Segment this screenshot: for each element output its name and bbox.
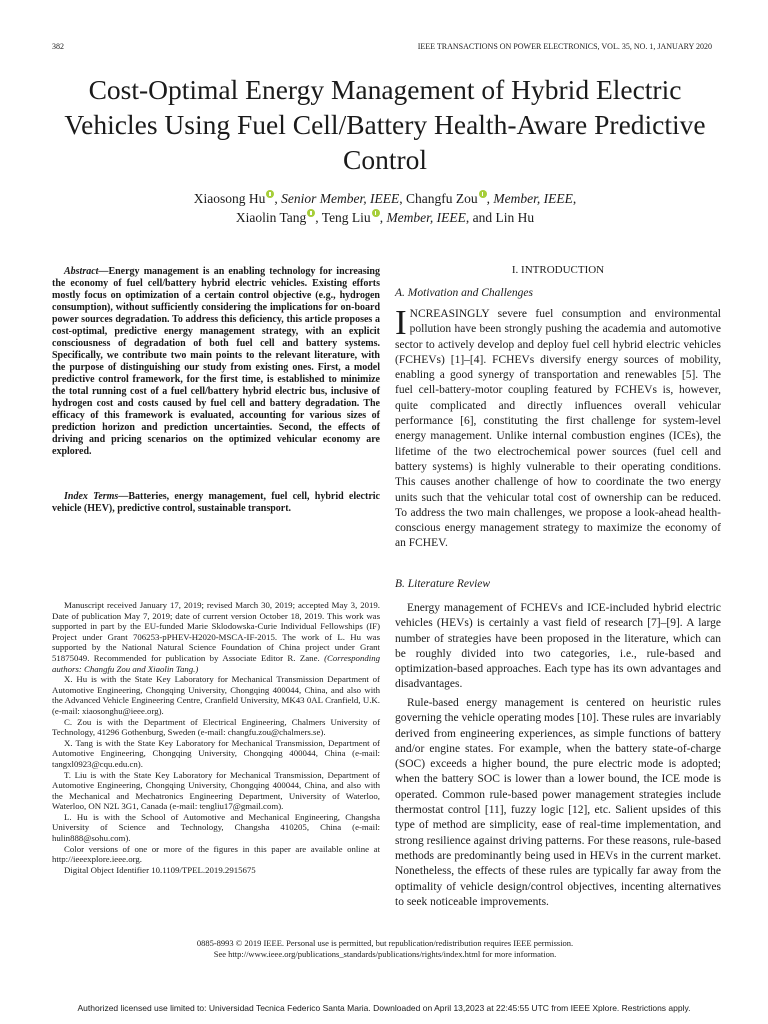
footnote-author-zou: C. Zou is with the Department of Electrical Engineering, Chalmers University of Technology, 41296 Gothenburg, Sweden (e-mail: changfu.zou@chalmers.se). (52, 716, 380, 738)
index-terms (52, 491, 380, 515)
author-affiliation: Senior Member, IEEE (281, 191, 400, 206)
author-name: Xiaolin Tang (235, 210, 307, 225)
footnote-manuscript (52, 600, 380, 674)
footnote-author-liu: T. Liu is with the State Key Laboratory for Mechanical Transmission, Department of Automotive Engineering, Chongqing University, Chongqing 400044, China, and also with the Mechanical and Mechatronics Engineering Department, University of Waterloo, Waterloo, ON N2L 3G1, Canada (e-mail: tengliu17@gmail.com). (52, 769, 380, 812)
intro-lead-caps: NCREASINGLY (409, 308, 490, 320)
intro-text: severe fuel consumption and environmental pollution have been strongly pushing the academia and automotive sector to actively develop and deploy fuel cell hybrid electric vehicles (FCHEVs) [1]–[4]. FCHEVs diversify energy sources of mobility, enabling a good synergy of transportation and renewables [5]. The fuel cell-battery-motor coupling featured by FCHEVs is, however, quite complicated and directly influences overall vehicular performance [6], constituting the first challenge for system-level energy management. Unlike internal combustion engines (ICEs), the lifetime of the two electrochemical power sources (fuel cell and battery systems) is highly vulnerable to their operating conditions. This causes another challenge of how to coordinate the two energy units such that the vehicular total cost of ownership can be reduced. To address the two main challenges, we propose a look-ahead health-conscious energy management strategy to maximize the economy of an FCHEV. (395, 308, 721, 550)
footnote-author-hu: X. Hu is with the State Key Laboratory for Mechanical Transmission Department of Automotive Engineering, Chongqing University, Chongqing 400044, China, and also with the Advanced Vehicle Engineering Centre, Cranfield University, MK43 0AL Cranfield, U.K. (e-mail: xiaosonghu@ieee.org). (52, 674, 380, 716)
author-list (40, 189, 730, 227)
author-affiliation: Member, IEEE (493, 191, 573, 206)
index-terms-label: Index Terms (64, 491, 119, 502)
section-numeral: I. (511, 264, 519, 276)
orcid-icon[interactable] (372, 209, 380, 217)
abstract (52, 266, 380, 458)
paper-title: Cost-Optimal Energy Management of Hybrid Electric Vehicles Using Fuel Cell/Battery Health-Aware Predictive Control (64, 74, 706, 175)
footnote-corresponding: (Corresponding authors: Changfu Zou and Xiaolin Tang.) (52, 652, 380, 674)
subsection-heading-literature: B. Literature Review (395, 578, 491, 590)
intro-paragraph (395, 303, 721, 552)
footnote-author-lhu: L. Hu is with the School of Automotive and Mechanical Engineering, Changsha University of Science and Technology, Changsha 410205, China (e-mail: hulin888@sohu.com). (52, 811, 380, 844)
footnote-text: Manuscript received January 17, 2019; revised March 30, 2019; accepted May 3, 2019. Date of publication May 7, 2019; date of current version October 18, 2019. This work was supported in part by the EU-funded Marie Sklodowska-Curie Individual Fellowships (IF) Project under Grant 706253-pPHEV-H2020-MSCA-IF-2015. The work of L. Hu was supported by the National Natural Science Foundation of China project under Grant 51875049. Recommended for publication by Associate Editor R. Zane. (52, 600, 380, 663)
author-conjunction: and (472, 210, 493, 225)
index-terms-dash: — (118, 491, 129, 502)
literature-paragraph-2: Rule-based energy management is centered on heuristic rules governing the vehicle operating modes [10]. These rules are invariably derived from engineering experiences, as simple functions of battery and/or engine states. For example, when the battery state-of-charge (SOC) exceeds a higher bound, the pure electric mode is adopted; when the battery SOC is lower than a lower bound, the ICE mode is operated. Common rule-based power management strategies include thermostat control [11], fuzzy logic [12], etc. Salient upsides of this type of method are simplicity, ease of real-time implementation, and strong resilience against driving patterns. For these reasons, rule-based methods are predominantly being used in HEVs in the current market. Nonetheless, the effects of these rules are typically far away from the optimality of vehicle design/control objectives, incenting alternatives to seek noticeable improvements. (395, 697, 721, 908)
copyright-line-1: 0885-8993 © 2019 IEEE. Personal use is permitted, but republication/redistribution requires IEEE permission. (196, 938, 574, 948)
license-notice: Authorized licensed use limited to: Universidad Tecnica Federico Santa Maria. Downloaded on April 13,2023 at 22:45:55 UTC from IEEE Xplore. Restrictions apply. (77, 1003, 691, 1013)
drop-cap: I (395, 303, 407, 342)
footnote-doi: Digital Object Identifier 10.1109/TPEL.2019.2915675 (64, 864, 256, 875)
journal-header: IEEE TRANSACTIONS ON POWER ELECTRONICS, VOL. 35, NO. 1, JANUARY 2020 (417, 42, 712, 51)
footnotes (52, 600, 380, 875)
orcid-icon[interactable] (266, 190, 274, 198)
section-initial: I (521, 264, 525, 276)
author-name: Teng Liu (321, 210, 371, 225)
copyright-line-2: See http://www.ieee.org/publications_standards/publications/rights/index.html for more information. (213, 949, 557, 959)
author-affiliation: Member, IEEE (386, 210, 466, 225)
footnote-color: Color versions of one or more of the figures in this paper are available online at http://ieeexplore.ieee.org. (52, 843, 380, 865)
literature-paragraph-1: Energy management of FCHEVs and ICE-included hybrid electric vehicles (HEVs) is certainly a vast field of research [7]–[9]. A large number of strategies have been proposed in the literature, which can be roughly divided into two categories, i.e., rule-based and optimization-based approaches. Each type has its own advantages and disadvantages. (395, 602, 721, 691)
author-name: Xiaosong Hu (193, 191, 266, 206)
abstract-label: Abstract (64, 266, 99, 277)
abstract-text: Energy management is an enabling technology for increasing the economy of fuel cell/battery hybrid electric vehicles. Existing efforts mostly focus on optimization of a certain control objective (e.g., hydrogen consumption), without sufficiently considering the implications for on-board power sources degradation. To address this deficiency, this article proposes a cost-optimal, predictive energy management strategy, with an explicit consciousness of degradation of both fuel cell and battery systems. Specifically, we contribute two main points to the relevant literature, with the purpose of distinguishing our study from existing ones. First, a model predictive control framework, for the first time, is established to minimize the total running cost of a fuel cell/battery hybrid electric bus, inclusive of hydrogen cost and costs caused by fuel cell and battery degradation. The efficacy of this framework is evaluated, accounting for various sizes of prediction horizon and prediction uncertainties. Second, the effects of driving and pricing scenarios on the optimized vehicular economy are explored. (52, 266, 380, 457)
section-heading-introduction (395, 264, 721, 276)
footnote-author-tang: X. Tang is with the State Key Laboratory for Mechanical Transmission, Department of Automotive Engineering, Chongqing University, Chongqing 400044, China (e-mail: tangxl0923@cqu.edu.cn). (52, 737, 380, 769)
index-terms-text: Batteries, energy management, fuel cell, hybrid electric vehicle (HEV), predictive control, sustainable transport. (52, 491, 380, 514)
page-number: 382 (52, 42, 64, 51)
subsection-heading-motivation: A. Motivation and Challenges (395, 287, 533, 299)
author-line-1: Xiaosong Hu , Senior Member, IEEE, Changfu Zou , Member, IEEE, (193, 191, 577, 206)
orcid-icon[interactable] (307, 209, 315, 217)
section-title-rest: NTRODUCTION (524, 264, 605, 276)
copyright-notice (40, 938, 730, 960)
author-line-2: Xiaolin Tang , Teng Liu , Member, IEEE, and Lin Hu (235, 210, 535, 225)
author-name: Changfu Zou (405, 191, 478, 206)
author-name: Lin Hu (495, 210, 535, 225)
orcid-icon[interactable] (479, 190, 487, 198)
abstract-dash: — (98, 266, 109, 277)
